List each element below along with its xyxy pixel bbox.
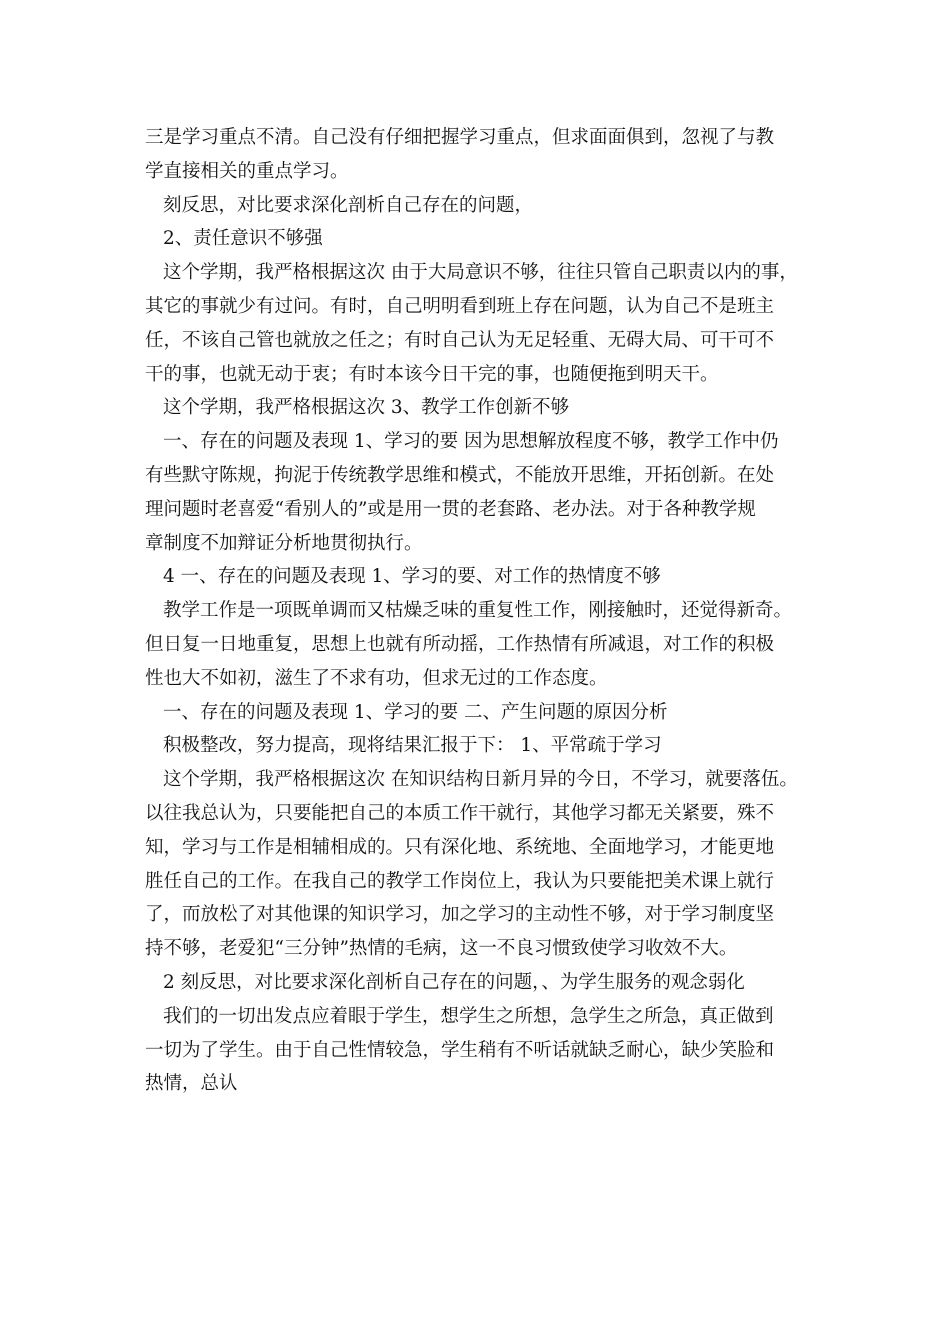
text-line: 学直接相关的重点学习。 <box>145 160 349 182</box>
text-line: 刻反思，对比要求深化剖析自己存在的问题， <box>163 194 534 216</box>
text-line: 知，学习与工作是相辅相成的。只有深化地、系统地、全面地学习，才能更地 <box>145 836 775 858</box>
text-line: 2 刻反思，对比要求深化剖析自己存在的问题，、为学生服务的观念弱化 <box>163 971 745 993</box>
text-line: 持不够，老爱犯“三分钟”热情的毛病，这一不良习惯致使学习收效不大。 <box>145 938 738 960</box>
text-line: 2、责任意识不够强 <box>163 228 323 250</box>
text-line: 一、存在的问题及表现 1、学习的要 二、产生问题的原因分析 <box>163 701 668 723</box>
text-line: 一切为了学生。由于自己性情较急，学生稍有不听话就缺乏耐心，缺少笑脸和 <box>145 1039 775 1061</box>
text-line: 性也大不如初，滋生了不求有功，但求无过的工作态度。 <box>145 667 608 689</box>
text-line: 一、存在的问题及表现 1、学习的要 因为思想解放程度不够，教学工作中仍 <box>163 431 779 453</box>
text-line: 教学工作是一项既单调而又枯燥乏味的重复性工作，刚接触时，还觉得新奇。 <box>163 600 793 622</box>
document-body <box>145 121 825 1101</box>
text-line: 理问题时老喜爱“看别人的”或是用一贯的老套路、老办法。对于各种教学规 <box>145 498 756 520</box>
text-line: 但日复一日地重复，思想上也就有所动摇，工作热情有所减退，对工作的积极 <box>145 633 775 655</box>
text-line: 以往我总认为，只要能把自己的本质工作干就行，其他学习都无关紧要，殊不 <box>145 802 775 824</box>
text-line: 我们的一切出发点应着眼于学生，想学生之所想，急学生之所急，真正做到 <box>163 1005 774 1027</box>
text-line: 胜任自己的工作。在我自己的教学工作岗位上，我认为只要能把美术课上就行 <box>145 870 775 892</box>
text-line: 4 一、存在的问题及表现 1、学习的要、对工作的热情度不够 <box>163 566 661 588</box>
text-line: 有些默守陈规，拘泥于传统教学思维和模式，不能放开思维，开拓创新。在处 <box>145 464 775 486</box>
text-line: 干的事，也就无动于衷；有时本该今日干完的事，也随便拖到明天干。 <box>145 363 719 385</box>
text-line: 任，不该自己管也就放之任之；有时自己认为无足轻重、无碍大局、可干可不 <box>145 329 775 351</box>
text-line: 这个学期，我严格根据这次 3、教学工作创新不够 <box>163 397 570 419</box>
text-line: 积极整改，努力提高，现将结果汇报于下： 1、平常疏于学习 <box>163 735 662 757</box>
text-line: 了，而放松了对其他课的知识学习，加之学习的主动性不够，对于学习制度坚 <box>145 904 775 926</box>
text-line: 三是学习重点不清。自己没有仔细把握学习重点，但求面面俱到，忽视了与教 <box>145 127 775 148</box>
text-line: 热情，总认 <box>145 1073 238 1095</box>
text-line: 章制度不加辩证分析地贯彻执行。 <box>145 532 423 554</box>
text-line: 这个学期，我严格根据这次 由于大局意识不够，往往只管自己职责以内的事， <box>163 262 798 284</box>
text-line: 这个学期，我严格根据这次 在知识结构日新月异的今日，不学习，就要落伍。 <box>163 769 798 791</box>
text-line: 其它的事就少有过问。有时，自己明明看到班上存在问题，认为自己不是班主 <box>145 295 775 317</box>
